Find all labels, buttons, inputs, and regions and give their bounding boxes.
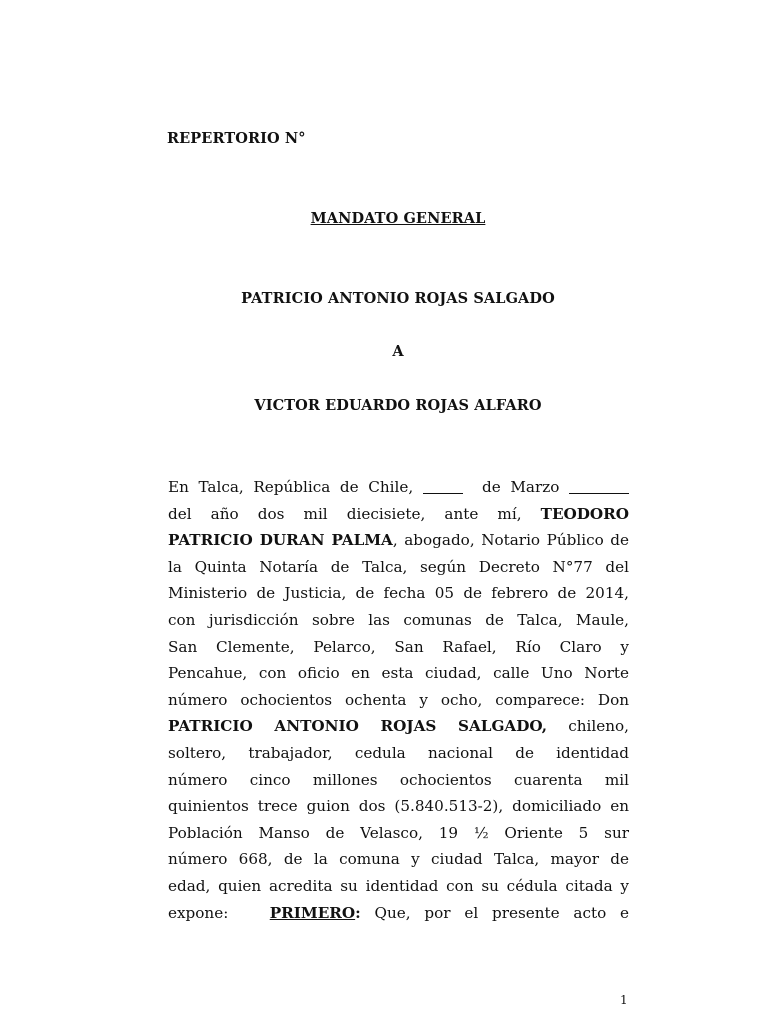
body-line: la Quinta Notaría de Talca, según Decreto N°77 del [168, 557, 629, 576]
body-text-segment: Que, por el presente acto e [374, 903, 630, 922]
notary-name-first: TEODORO [540, 504, 630, 523]
body-line [168, 713, 629, 740]
body-line: San Clemente, Pelarco, San Rafael, Río Claro y [168, 637, 629, 656]
blank-day-field [423, 492, 463, 494]
body-line [168, 501, 629, 528]
grantor-name-inline: PATRICIO ANTONIO ROJAS SALGADO, [168, 717, 548, 736]
notary-name-rest: PATRICIO DURAN PALMA [168, 531, 393, 550]
body-line: edad, quien acredita su identidad con su cédula citada y [168, 876, 629, 895]
body-text-segment: de Marzo [482, 478, 560, 496]
body-line: soltero, trabajador, cedula nacional de identidad [168, 743, 629, 762]
body-line [168, 474, 629, 501]
body-text-segment: En Talca, República de Chile, [168, 478, 414, 496]
repertorio-heading: REPERTORIO N° [167, 130, 306, 147]
blank-field [569, 492, 629, 494]
body-text-segment: , abogado, Notario Público de [392, 531, 629, 550]
body-line: número cinco millones ochocientos cuarenta mil [168, 770, 629, 789]
body-line: quinientos trece guion dos (5.840.513-2), domiciliado en [168, 797, 629, 816]
body-line: Pencahue, con oficio en esta ciudad, calle Uno Norte [168, 664, 629, 683]
body-text-segment: del año dos mil diecisiete, ante mí, [168, 504, 522, 523]
clause-primero-label: PRIMERO [269, 903, 356, 922]
page-number: 1 [620, 993, 628, 1007]
attorney-name: VICTOR EDUARDO ROJAS ALFARO [254, 397, 542, 414]
body-line: número 668, de la comuna y ciudad Talca, mayor de [168, 850, 629, 869]
deed-body [168, 474, 629, 926]
body-line [168, 900, 629, 927]
body-line: Ministerio de Justicia, de fecha 05 de febrero de 2014, [168, 584, 629, 603]
body-line [168, 527, 629, 554]
body-text-segment: expone: [168, 903, 229, 922]
body-line: número ochocientos ochenta y ocho, comparece: Don [168, 690, 629, 709]
connector-a: A [392, 343, 404, 360]
body-text-segment: chileno, [568, 717, 630, 736]
clause-colon: : [355, 903, 361, 922]
document-title: MANDATO GENERAL [310, 210, 486, 227]
grantor-name: PATRICIO ANTONIO ROJAS SALGADO [241, 290, 555, 307]
body-line: con jurisdicción sobre las comunas de Talca, Maule, [168, 610, 629, 629]
body-line: Población Manso de Velasco, 19 ½ Oriente 5 sur [168, 823, 629, 842]
